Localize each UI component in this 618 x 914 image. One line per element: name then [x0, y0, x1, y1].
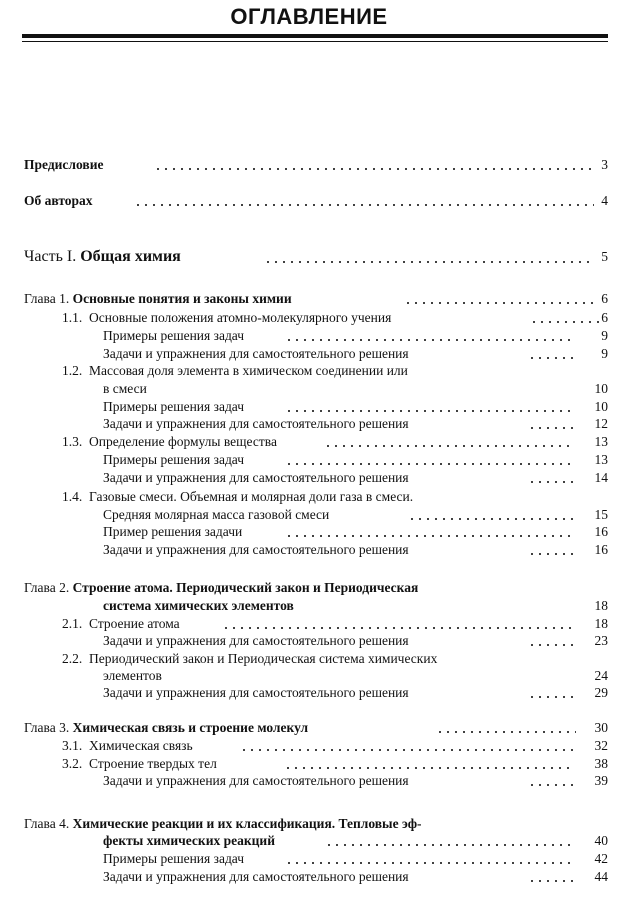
page-number: 24 [594, 668, 608, 683]
page-number: 38 [594, 756, 608, 771]
page-number: 29 [594, 685, 608, 700]
section-title-cont: в смеси [103, 380, 150, 397]
leader-dots [528, 553, 578, 555]
subsection-title: Задачи и упражнения для самостоятельного решения [103, 541, 412, 558]
page-number: 3 [601, 157, 608, 172]
leader-dots [154, 168, 594, 170]
chapter-title: Химическая связь и строение молекул [72, 720, 309, 735]
subsection-title: Задачи и упражнения для самостоятельного решения [103, 469, 412, 486]
section-number: 3.2. [62, 756, 83, 771]
section-number: 2.2. [62, 651, 83, 666]
section-number: 1.1. [62, 310, 83, 325]
leader-dots [285, 410, 575, 412]
leader-dots [528, 696, 578, 698]
page-number: 40 [594, 833, 608, 848]
leader-dots [528, 427, 578, 429]
entry-title: Об авторах [24, 192, 96, 209]
page-number: 18 [594, 598, 608, 613]
section-number: 1.2. [62, 363, 83, 378]
page-number: 42 [594, 851, 608, 866]
leader-dots [240, 749, 574, 751]
page-number: 16 [594, 524, 608, 539]
chapter-title-cont: фекты химических реакций [103, 832, 278, 849]
subsection-title: Примеры решения задач [103, 451, 247, 468]
entry-title: Предисловие [24, 156, 106, 173]
page-number: 9 [601, 328, 608, 343]
section-title-cont: элементов [103, 667, 165, 684]
leader-dots [285, 535, 575, 537]
page-number: 10 [594, 399, 608, 414]
page-number: 18 [594, 616, 608, 631]
section-title: Определение формулы вещества [89, 434, 277, 449]
leader-dots [222, 627, 574, 629]
leader-dots [324, 445, 574, 447]
leader-dots [436, 731, 576, 733]
leader-dots [285, 339, 575, 341]
toc-chapter-4-line1[interactable] [24, 815, 422, 832]
page-number: 5 [601, 249, 608, 264]
section-title: Основные положения атомно-молекулярного учения [89, 310, 392, 325]
chapter-label: Глава 3. [24, 720, 70, 735]
leader-dots [528, 880, 578, 882]
chapter-label: Глава 2. [24, 580, 70, 595]
chapter-title: Строение атома. Периодический закон и Периодическая [72, 580, 419, 595]
page-number: 44 [594, 869, 608, 884]
page-number: 13 [594, 452, 608, 467]
page-number: 32 [594, 738, 608, 753]
section-number: 1.3. [62, 434, 83, 449]
leader-dots [528, 357, 578, 359]
page-number: 13 [594, 434, 608, 449]
leader-dots [408, 518, 573, 520]
page-number: 10 [594, 381, 608, 396]
chapter-label: Глава 1. [24, 291, 70, 306]
chapter-title: Химические реакции и их классификация. Тепловые эф- [72, 816, 422, 831]
title-rule-thick [22, 34, 608, 38]
subsection-title: Примеры решения задач [103, 850, 247, 867]
page-number: 30 [594, 720, 608, 735]
section-title: Строение твердых тел [89, 756, 217, 771]
section-number: 1.4. [62, 489, 83, 504]
part-number: Часть I. [24, 248, 77, 265]
chapter-label: Глава 4. [24, 816, 70, 831]
page-number: 6 [601, 310, 608, 325]
page-number: 23 [594, 633, 608, 648]
subsection-title: Задачи и упражнения для самостоятельного решения [103, 345, 412, 362]
toc-section-2-2-line1[interactable] [62, 650, 437, 667]
section-title: Периодический закон и Периодическая система химических [89, 651, 438, 666]
subsection-title: Примеры решения задач [103, 327, 247, 344]
leader-dots [284, 767, 574, 769]
toc-section-1-2-line1[interactable] [62, 362, 408, 379]
toc-chapter-2-line1[interactable] [24, 579, 418, 596]
subsection-title: Задачи и упражнения для самостоятельного решения [103, 772, 412, 789]
page-title: ОГЛАВЛЕНИЕ [230, 4, 388, 29]
section-number: 3.1. [62, 738, 83, 753]
leader-dots [134, 204, 594, 206]
subsection-title: Задачи и упражнения для самостоятельного решения [103, 415, 412, 432]
subsection-title: Пример решения задачи [103, 523, 245, 540]
page-number: 6 [601, 291, 608, 306]
leader-dots [528, 644, 578, 646]
section-title: Массовая доля элемента в химическом соединении или [89, 363, 408, 378]
leader-dots [285, 862, 575, 864]
leader-dots [285, 463, 575, 465]
leader-dots [528, 481, 578, 483]
page-number: 4 [601, 193, 608, 208]
leader-dots [404, 302, 594, 304]
chapter-title-cont: система химических элементов [103, 597, 297, 614]
section-number: 2.1. [62, 616, 83, 631]
page-number: 14 [594, 470, 608, 485]
page-number: 39 [594, 773, 608, 788]
chapter-title: Основные понятия и законы химии [72, 291, 292, 306]
section-title: Газовые смеси. Объемная и молярная доли газа в смеси. [89, 489, 414, 504]
section-title: Строение атома [89, 616, 180, 631]
title-rule-thin [22, 41, 608, 42]
subsection-title: Задачи и упражнения для самостоятельного решения [103, 632, 412, 649]
subsection-title: Задачи и упражнения для самостоятельного решения [103, 684, 412, 701]
section-title-cont: Средняя молярная масса газовой смеси [103, 506, 332, 523]
toc-section-1-4-line1[interactable] [62, 488, 413, 505]
leader-dots [528, 784, 578, 786]
leader-dots [325, 844, 575, 846]
page-number: 9 [601, 346, 608, 361]
part-title: Общая химия [80, 248, 181, 265]
page-number: 15 [594, 507, 608, 522]
subsection-title: Примеры решения задач [103, 398, 247, 415]
section-title: Химическая связь [89, 738, 193, 753]
subsection-title: Задачи и упражнения для самостоятельного решения [103, 868, 412, 885]
page-number: 12 [594, 416, 608, 431]
leader-dots [264, 261, 594, 263]
page-number: 16 [594, 542, 608, 557]
